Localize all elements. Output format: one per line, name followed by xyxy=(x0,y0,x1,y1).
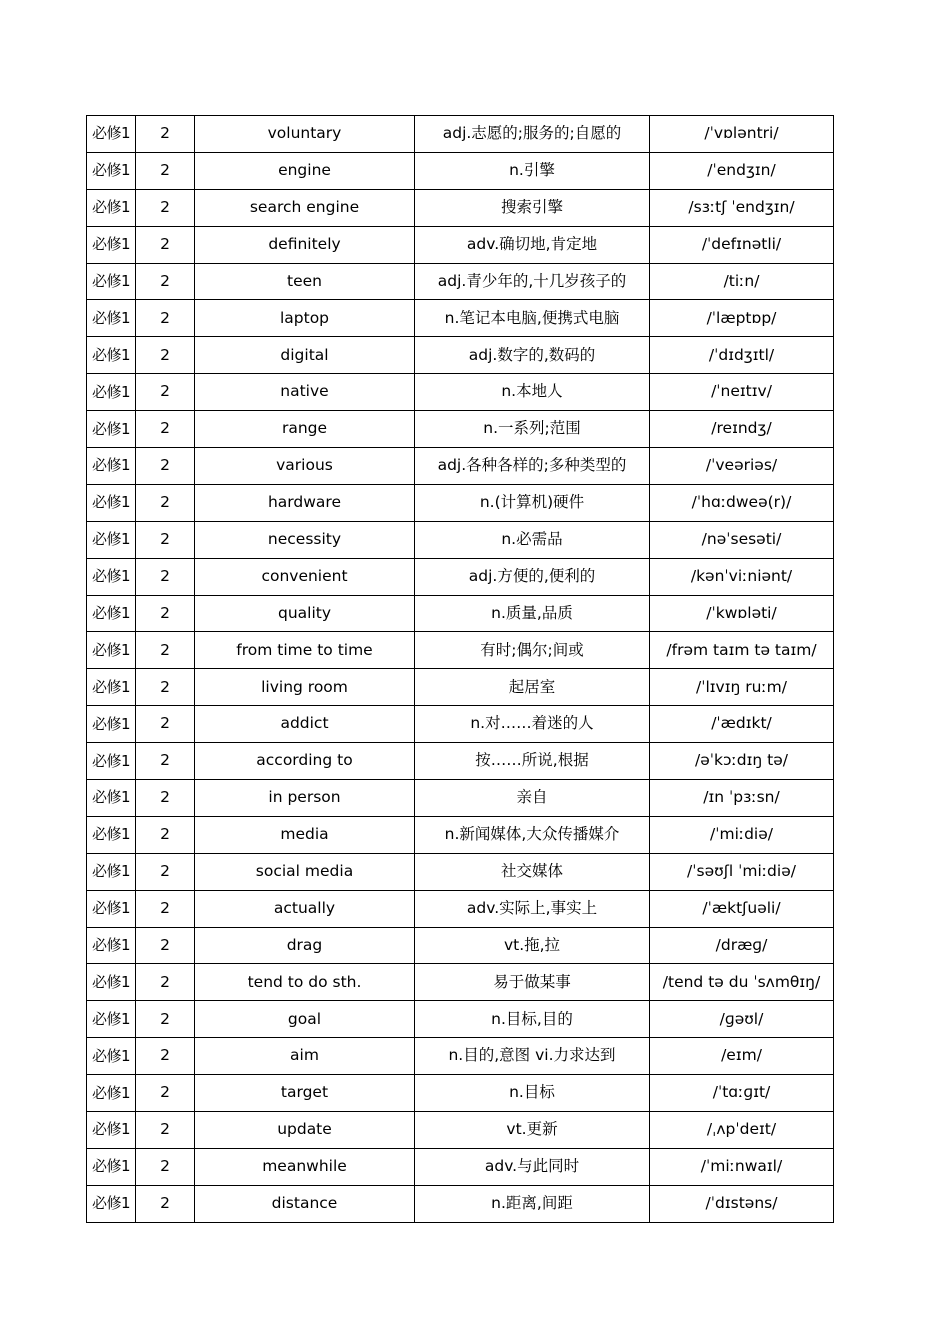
table-row xyxy=(87,1038,834,1075)
unit-cell: 2 xyxy=(136,743,195,780)
table-row xyxy=(87,780,834,817)
table-row xyxy=(87,1148,834,1185)
table-row xyxy=(87,706,834,743)
unit-cell: 2 xyxy=(136,853,195,890)
book-cell: 必修1 xyxy=(87,484,136,521)
unit-cell: 2 xyxy=(136,337,195,374)
table-row xyxy=(87,337,834,374)
book-cell: 必修1 xyxy=(87,337,136,374)
unit-cell: 2 xyxy=(136,484,195,521)
meaning-cell: n.对……着迷的人 xyxy=(415,706,650,743)
table-row xyxy=(87,669,834,706)
word-cell: digital xyxy=(195,337,415,374)
word-cell: laptop xyxy=(195,300,415,337)
unit-cell: 2 xyxy=(136,780,195,817)
book-cell: 必修1 xyxy=(87,890,136,927)
phonetic-cell: /reɪndʒ/ xyxy=(650,411,834,448)
meaning-cell: 按……所说,根据 xyxy=(415,743,650,780)
word-cell: social media xyxy=(195,853,415,890)
word-cell: living room xyxy=(195,669,415,706)
meaning-cell: 社交媒体 xyxy=(415,853,650,890)
book-cell: 必修1 xyxy=(87,1075,136,1112)
word-cell: target xyxy=(195,1075,415,1112)
table-row xyxy=(87,927,834,964)
phonetic-cell: /ˈkwɒləti/ xyxy=(650,595,834,632)
table-row xyxy=(87,853,834,890)
word-cell: according to xyxy=(195,743,415,780)
word-cell: teen xyxy=(195,263,415,300)
phonetic-cell: /ˈæktʃuəli/ xyxy=(650,890,834,927)
unit-cell: 2 xyxy=(136,1148,195,1185)
phonetic-cell: /nəˈsesəti/ xyxy=(650,521,834,558)
table-row xyxy=(87,1185,834,1222)
table-row xyxy=(87,816,834,853)
unit-cell: 2 xyxy=(136,595,195,632)
table-row xyxy=(87,152,834,189)
table-row xyxy=(87,595,834,632)
table-row xyxy=(87,189,834,226)
meaning-cell: n.目的,意图 vi.力求达到 xyxy=(415,1038,650,1075)
table-row xyxy=(87,632,834,669)
word-cell: native xyxy=(195,374,415,411)
table-row xyxy=(87,1001,834,1038)
book-cell: 必修1 xyxy=(87,706,136,743)
phonetic-cell: /ɪn ˈpɜːsn/ xyxy=(650,780,834,817)
word-cell: from time to time xyxy=(195,632,415,669)
unit-cell: 2 xyxy=(136,927,195,964)
phonetic-cell: /ˈædɪkt/ xyxy=(650,706,834,743)
book-cell: 必修1 xyxy=(87,1001,136,1038)
word-cell: definitely xyxy=(195,226,415,263)
phonetic-cell: /ˈneɪtɪv/ xyxy=(650,374,834,411)
phonetic-cell: /ˈmiːnwaɪl/ xyxy=(650,1148,834,1185)
meaning-cell: 有时;偶尔;间或 xyxy=(415,632,650,669)
table-row xyxy=(87,263,834,300)
table-row xyxy=(87,558,834,595)
unit-cell: 2 xyxy=(136,632,195,669)
book-cell: 必修1 xyxy=(87,1185,136,1222)
table-row xyxy=(87,743,834,780)
phonetic-cell: /ˌʌpˈdeɪt/ xyxy=(650,1112,834,1149)
word-cell: update xyxy=(195,1112,415,1149)
meaning-cell: n.一系列;范围 xyxy=(415,411,650,448)
book-cell: 必修1 xyxy=(87,116,136,153)
meaning-cell: n.目标,目的 xyxy=(415,1001,650,1038)
meaning-cell: 起居室 xyxy=(415,669,650,706)
book-cell: 必修1 xyxy=(87,1112,136,1149)
unit-cell: 2 xyxy=(136,706,195,743)
unit-cell: 2 xyxy=(136,521,195,558)
table-row xyxy=(87,226,834,263)
phonetic-cell: /ɡəʊl/ xyxy=(650,1001,834,1038)
unit-cell: 2 xyxy=(136,1038,195,1075)
unit-cell: 2 xyxy=(136,300,195,337)
word-cell: voluntary xyxy=(195,116,415,153)
unit-cell: 2 xyxy=(136,1185,195,1222)
unit-cell: 2 xyxy=(136,411,195,448)
book-cell: 必修1 xyxy=(87,521,136,558)
meaning-cell: n.必需品 xyxy=(415,521,650,558)
meaning-cell: adv.与此同时 xyxy=(415,1148,650,1185)
meaning-cell: 易于做某事 xyxy=(415,964,650,1001)
meaning-cell: vt.拖,拉 xyxy=(415,927,650,964)
phonetic-cell: /kənˈviːniənt/ xyxy=(650,558,834,595)
unit-cell: 2 xyxy=(136,116,195,153)
phonetic-cell: /ˈdɪdʒɪtl/ xyxy=(650,337,834,374)
meaning-cell: adj.各种各样的;多种类型的 xyxy=(415,448,650,485)
meaning-cell: adj.数字的,数码的 xyxy=(415,337,650,374)
word-cell: tend to do sth. xyxy=(195,964,415,1001)
meaning-cell: adv.实际上,事实上 xyxy=(415,890,650,927)
meaning-cell: 亲自 xyxy=(415,780,650,817)
meaning-cell: n.距离,间距 xyxy=(415,1185,650,1222)
phonetic-cell: /ˈtɑːɡɪt/ xyxy=(650,1075,834,1112)
meaning-cell: vt.更新 xyxy=(415,1112,650,1149)
meaning-cell: n.新闻媒体,大众传播媒介 xyxy=(415,816,650,853)
meaning-cell: n.本地人 xyxy=(415,374,650,411)
book-cell: 必修1 xyxy=(87,927,136,964)
table-row xyxy=(87,890,834,927)
table-row xyxy=(87,964,834,1001)
meaning-cell: n.笔记本电脑,便携式电脑 xyxy=(415,300,650,337)
vocabulary-table xyxy=(86,115,834,1223)
unit-cell: 2 xyxy=(136,816,195,853)
phonetic-cell: /ˈlæptɒp/ xyxy=(650,300,834,337)
phonetic-cell: /tend tə du ˈsʌmθɪŋ/ xyxy=(650,964,834,1001)
book-cell: 必修1 xyxy=(87,189,136,226)
meaning-cell: n.引擎 xyxy=(415,152,650,189)
word-cell: engine xyxy=(195,152,415,189)
book-cell: 必修1 xyxy=(87,595,136,632)
table-row xyxy=(87,116,834,153)
book-cell: 必修1 xyxy=(87,1038,136,1075)
book-cell: 必修1 xyxy=(87,780,136,817)
word-cell: goal xyxy=(195,1001,415,1038)
unit-cell: 2 xyxy=(136,152,195,189)
vocabulary-table-body xyxy=(87,116,834,1223)
phonetic-cell: /ˈdɪstəns/ xyxy=(650,1185,834,1222)
word-cell: search engine xyxy=(195,189,415,226)
unit-cell: 2 xyxy=(136,669,195,706)
book-cell: 必修1 xyxy=(87,558,136,595)
phonetic-cell: /sɜːtʃ ˈendʒɪn/ xyxy=(650,189,834,226)
unit-cell: 2 xyxy=(136,1112,195,1149)
phonetic-cell: /ˈendʒɪn/ xyxy=(650,152,834,189)
unit-cell: 2 xyxy=(136,1075,195,1112)
unit-cell: 2 xyxy=(136,890,195,927)
meaning-cell: n.目标 xyxy=(415,1075,650,1112)
book-cell: 必修1 xyxy=(87,853,136,890)
phonetic-cell: /ˈmiːdiə/ xyxy=(650,816,834,853)
meaning-cell: 搜索引擎 xyxy=(415,189,650,226)
phonetic-cell: /dræɡ/ xyxy=(650,927,834,964)
phonetic-cell: /frəm taɪm tə taɪm/ xyxy=(650,632,834,669)
table-row xyxy=(87,411,834,448)
phonetic-cell: /əˈkɔːdɪŋ tə/ xyxy=(650,743,834,780)
book-cell: 必修1 xyxy=(87,152,136,189)
phonetic-cell: /tiːn/ xyxy=(650,263,834,300)
word-cell: aim xyxy=(195,1038,415,1075)
phonetic-cell: /ˈdefɪnətli/ xyxy=(650,226,834,263)
book-cell: 必修1 xyxy=(87,411,136,448)
book-cell: 必修1 xyxy=(87,964,136,1001)
book-cell: 必修1 xyxy=(87,743,136,780)
phonetic-cell: /ˈvɒləntri/ xyxy=(650,116,834,153)
word-cell: hardware xyxy=(195,484,415,521)
book-cell: 必修1 xyxy=(87,669,136,706)
phonetic-cell: /ˈlɪvɪŋ ruːm/ xyxy=(650,669,834,706)
unit-cell: 2 xyxy=(136,1001,195,1038)
meaning-cell: adv.确切地,肯定地 xyxy=(415,226,650,263)
unit-cell: 2 xyxy=(136,448,195,485)
phonetic-cell: /ˈhɑːdweə(r)/ xyxy=(650,484,834,521)
unit-cell: 2 xyxy=(136,374,195,411)
phonetic-cell: /eɪm/ xyxy=(650,1038,834,1075)
word-cell: in person xyxy=(195,780,415,817)
book-cell: 必修1 xyxy=(87,448,136,485)
meaning-cell: adj.志愿的;服务的;自愿的 xyxy=(415,116,650,153)
word-cell: various xyxy=(195,448,415,485)
word-cell: media xyxy=(195,816,415,853)
table-row xyxy=(87,484,834,521)
word-cell: meanwhile xyxy=(195,1148,415,1185)
table-row xyxy=(87,1112,834,1149)
word-cell: distance xyxy=(195,1185,415,1222)
word-cell: convenient xyxy=(195,558,415,595)
phonetic-cell: /ˈsəʊʃl ˈmiːdiə/ xyxy=(650,853,834,890)
unit-cell: 2 xyxy=(136,558,195,595)
word-cell: addict xyxy=(195,706,415,743)
book-cell: 必修1 xyxy=(87,632,136,669)
word-cell: quality xyxy=(195,595,415,632)
word-cell: range xyxy=(195,411,415,448)
book-cell: 必修1 xyxy=(87,1148,136,1185)
unit-cell: 2 xyxy=(136,263,195,300)
meaning-cell: n.(计算机)硬件 xyxy=(415,484,650,521)
table-row xyxy=(87,448,834,485)
table-row xyxy=(87,300,834,337)
word-cell: drag xyxy=(195,927,415,964)
meaning-cell: adj.青少年的,十几岁孩子的 xyxy=(415,263,650,300)
phonetic-cell: /ˈveəriəs/ xyxy=(650,448,834,485)
book-cell: 必修1 xyxy=(87,374,136,411)
book-cell: 必修1 xyxy=(87,263,136,300)
word-cell: actually xyxy=(195,890,415,927)
word-cell: necessity xyxy=(195,521,415,558)
meaning-cell: adj.方便的,便利的 xyxy=(415,558,650,595)
meaning-cell: n.质量,品质 xyxy=(415,595,650,632)
book-cell: 必修1 xyxy=(87,226,136,263)
table-row xyxy=(87,374,834,411)
book-cell: 必修1 xyxy=(87,300,136,337)
table-row xyxy=(87,1075,834,1112)
book-cell: 必修1 xyxy=(87,816,136,853)
unit-cell: 2 xyxy=(136,964,195,1001)
table-row xyxy=(87,521,834,558)
unit-cell: 2 xyxy=(136,226,195,263)
unit-cell: 2 xyxy=(136,189,195,226)
